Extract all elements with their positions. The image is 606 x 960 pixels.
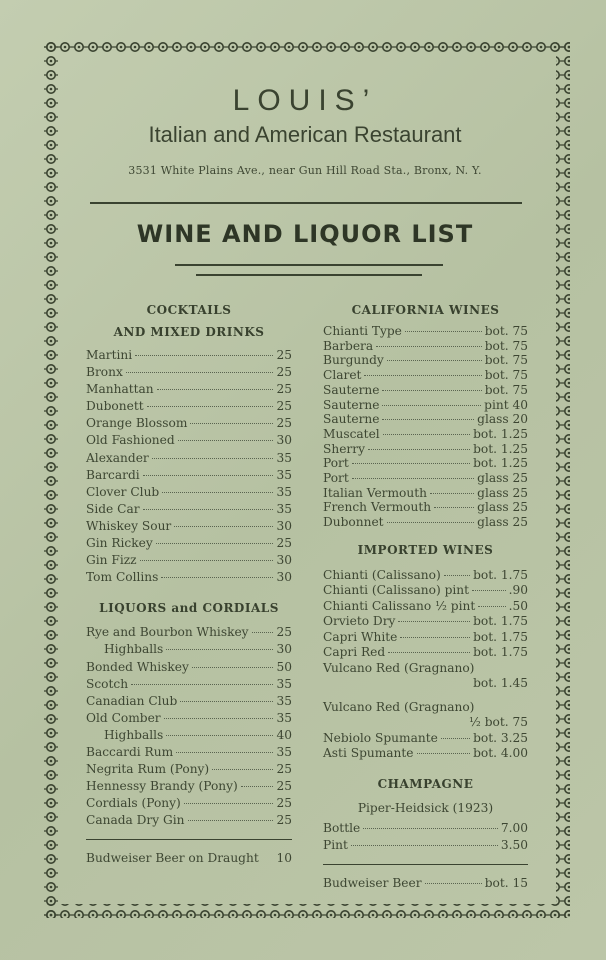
list-item: Asti Spumante bot. 4.00 (323, 746, 528, 761)
list-item: Barcardi 35 (86, 467, 292, 482)
list-item: Italian Vermouth glass 25 (323, 485, 528, 500)
list-item: Martini 25 (86, 348, 292, 362)
rule-under-title-2 (196, 274, 422, 276)
list-item: Hennessy Brandy (Pony) 25 (86, 779, 292, 794)
list-item: Clover Club 35 (86, 484, 292, 499)
list-item: Negrita Rum (Pony) 25 (86, 762, 292, 777)
rule-under-title-1 (175, 264, 443, 266)
list-item: Highballs 40 (104, 727, 292, 742)
list-item: Capri White bot. 1.75 (323, 629, 528, 644)
list-item: Claret bot. 75 (323, 368, 528, 383)
list-item: Whiskey Sour 30 (86, 518, 292, 533)
list-item: Nebiolo Spumante bot. 3.25 (323, 730, 528, 745)
beer-bottle-item: Budweiser Beer bot. 15 (323, 875, 528, 890)
divider-right-beer (323, 864, 528, 865)
list-title: WINE AND LIQUOR LIST (136, 220, 474, 248)
restaurant-name: LOUIS’ (232, 84, 378, 117)
list-item: Old Fashioned 30 (86, 433, 292, 448)
list-item: Old Comber 35 (86, 710, 292, 725)
vulcano-name-1: Vulcano Red (Gragnano) (323, 660, 475, 675)
liquors-heading: LIQUORS and CORDIALS (99, 601, 279, 616)
list-item: Dubonett 25 (86, 399, 292, 414)
restaurant-address: 3531 White Plains Ave., near Gun Hill Road Sta., Bronx, N. Y. (128, 164, 482, 177)
right-column (323, 302, 528, 891)
cocktails-heading: COCKTAILS (146, 303, 232, 317)
vulcano-name-2: Vulcano Red (Gragnano) (323, 699, 475, 714)
rule-top (90, 202, 522, 204)
list-item: Sauterne pint 40 (323, 397, 528, 412)
list-item: Sauterne glass 20 (323, 412, 528, 427)
vulcano-price-1: bot. 1.45 (473, 676, 528, 691)
left-column (86, 302, 292, 866)
cocktails-list (86, 347, 292, 586)
list-item: Canadian Club 35 (86, 693, 292, 708)
list-item: Side Car 35 (86, 501, 292, 516)
list-item: Bottle 7.00 (323, 820, 528, 835)
liquors-list (86, 624, 292, 829)
list-item: Pint 3.50 (323, 837, 528, 852)
list-item: Sherry bot. 1.25 (323, 441, 528, 456)
list-item: Chianti Type bot. 75 (323, 324, 528, 338)
list-item: Orange Blossom 25 (86, 416, 292, 431)
list-item: Barbera bot. 75 (323, 338, 528, 353)
list-item: Orvieto Dry bot. 1.75 (323, 614, 528, 629)
champagne-heading: CHAMPAGNE (377, 776, 474, 791)
list-item: Sauterne bot. 75 (323, 382, 528, 397)
list-item: Chianti Calissano ½ pint .50 (323, 598, 528, 613)
list-item: Alexander 35 (86, 450, 292, 465)
list-item: Capri Red bot. 1.75 (323, 645, 528, 660)
restaurant-subtitle: Italian and American Restaurant (148, 122, 462, 147)
list-item: Port glass 25 (323, 471, 528, 486)
vulcano-price-2: ½ bot. 75 (469, 715, 528, 730)
list-item: Cordials (Pony) 25 (86, 796, 292, 811)
header (70, 84, 540, 177)
list-item: Scotch 35 (86, 676, 292, 691)
list-item: French Vermouth glass 25 (323, 500, 528, 515)
list-item: Chianti (Calissano) bot. 1.75 (323, 567, 528, 582)
california-list (323, 324, 528, 530)
list-item: Baccardi Rum 35 (86, 744, 292, 759)
list-item: Dubonnet glass 25 (323, 515, 528, 530)
list-item: Burgundy bot. 75 (323, 353, 528, 368)
list-item: Gin Rickey 25 (86, 536, 292, 551)
list-item: Highballs 30 (104, 642, 292, 657)
list-item: Gin Fizz 30 (86, 553, 292, 568)
list-item: Tom Collins 30 (86, 570, 292, 585)
cocktails-subheading: AND MIXED DRINKS (113, 325, 265, 339)
list-item: Bonded Whiskey 50 (86, 659, 292, 674)
list-item: Canada Dry Gin 25 (86, 813, 292, 828)
list-item: Chianti (Calissano) pint .90 (323, 583, 528, 598)
imported-heading: IMPORTED WINES (357, 542, 494, 557)
list-item: Port bot. 1.25 (323, 456, 528, 471)
list-item: Muscatel bot. 1.25 (323, 426, 528, 441)
imported-list (323, 568, 528, 762)
list-item: Manhattan 25 (86, 382, 292, 397)
beer-draught-item: Budweiser Beer on Draught 10 (86, 851, 292, 866)
divider-left-beer (86, 839, 292, 840)
list-item: Rye and Bourbon Whiskey 25 (86, 625, 292, 640)
champagne-brand: Piper-Heidsick (1923) (357, 800, 494, 815)
list-item: Bronx 25 (86, 365, 292, 380)
california-heading: CALIFORNIA WINES (351, 303, 500, 317)
